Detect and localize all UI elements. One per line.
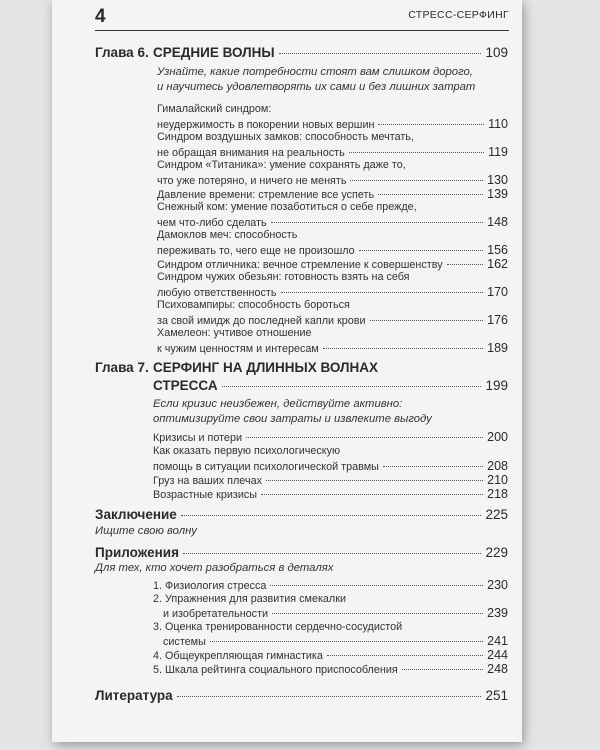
page-ref: 110: [488, 117, 508, 131]
page-ref: 148: [487, 215, 508, 229]
toc-entry[interactable]: Синдром отличника: вечное стремление к совершенству 162: [157, 257, 508, 271]
page-ref: 239: [487, 606, 508, 620]
chapter-7-heading[interactable]: [153, 378, 508, 393]
dot-leader: [261, 494, 483, 495]
dot-leader: [447, 264, 484, 265]
toc-entry-line: Психовампиры: способность бороться: [157, 299, 350, 311]
toc-entry[interactable]: чем что-либо сделать 148: [157, 215, 508, 229]
section-title: Приложения: [95, 545, 179, 560]
page-ref: 170: [487, 285, 508, 299]
chapter-title: СРЕДНИЕ ВОЛНЫ: [153, 45, 275, 60]
page-ref: 139: [487, 187, 508, 201]
dot-leader: [359, 250, 483, 251]
dot-leader: [270, 585, 483, 586]
page-ref: 230: [487, 578, 508, 592]
toc-entry[interactable]: Возрастные кризисы 218: [153, 487, 508, 501]
dot-leader: [177, 696, 482, 697]
toc-entry[interactable]: системы 241: [163, 634, 508, 648]
page-ref: 189: [487, 341, 508, 355]
dot-leader: [222, 386, 482, 387]
chapter-6-note-line-1: Узнайте, какие потребности стоят вам слишком дорого,: [157, 66, 473, 78]
toc-entry[interactable]: и изобретательности 239: [163, 606, 508, 620]
dot-leader: [327, 655, 483, 656]
page-ref: 176: [487, 313, 508, 327]
page-ref: 244: [487, 648, 508, 662]
page-ref: 200: [487, 430, 508, 444]
toc-entry-line: Как оказать первую психологическую: [153, 445, 341, 457]
chapter-7-note-line-1: Если кризис неизбежен, действуйте активно:: [153, 398, 403, 410]
toc-entry-line: Синдром воздушных замков: способность мечтать,: [157, 131, 414, 143]
page-header: [95, 6, 509, 31]
toc-entry[interactable]: за свой имидж до последней капли крови 176: [157, 313, 508, 327]
page-ref: 162: [487, 257, 508, 271]
dot-leader: [370, 320, 484, 321]
chapter-label: Глава 7.: [95, 360, 149, 375]
appendix-note: Для тех, кто хочет разобраться в деталях: [95, 562, 334, 574]
toc-entry[interactable]: 1. Физиология стресса 230: [153, 578, 508, 592]
chapter-title: СТРЕССА: [153, 378, 218, 393]
page-ref: 229: [485, 545, 508, 560]
toc-entry-line: Гималайский синдром:: [157, 103, 272, 115]
chapter-title: СЕРФИНГ НА ДЛИННЫХ ВОЛНАХ: [153, 360, 379, 375]
page-number: 4: [95, 6, 106, 27]
conclusion-heading[interactable]: [95, 507, 508, 522]
page-ref: 156: [487, 243, 508, 257]
page-ref: 225: [485, 507, 508, 522]
toc-entry[interactable]: переживать то, чего еще не произошло 156: [157, 243, 508, 257]
dot-leader: [350, 180, 483, 181]
dot-leader: [266, 480, 483, 481]
toc-entry-line: 3. Оценка тренированности сердечно-сосудистой: [153, 621, 403, 633]
dot-leader: [383, 466, 483, 467]
chapter-7-heading-line-1: [95, 360, 378, 375]
dot-leader: [281, 292, 484, 293]
running-title: СТРЕСС-СЕРФИНГ: [408, 9, 509, 21]
dot-leader: [181, 515, 482, 516]
page-ref: 241: [487, 634, 508, 648]
toc-entry[interactable]: неудержимость в покорении новых вершин 110: [157, 117, 508, 131]
toc-entry[interactable]: помощь в ситуации психологической травмы 208: [153, 459, 508, 473]
toc-entry-line: 2. Упражнения для развития смекалки: [153, 593, 346, 605]
page-ref: 109: [485, 45, 508, 60]
dot-leader: [246, 437, 483, 438]
toc-entry[interactable]: Груз на ваших плечах 210: [153, 473, 508, 487]
section-title: Литература: [95, 688, 173, 703]
toc-entry[interactable]: 5. Шкала рейтинга социального приспособления 248: [153, 662, 508, 676]
toc-entry-line: Синдром «Титаника»: умение сохранять даже то,: [157, 159, 406, 171]
dot-leader: [402, 669, 483, 670]
chapter-label: Глава 6.: [95, 45, 149, 60]
book-page: [52, 0, 522, 742]
toc-entry[interactable]: не обращая внимания на реальность 119: [157, 145, 508, 159]
page-ref: 210: [487, 473, 508, 487]
toc-entry-line: Дамоклов меч: способность: [157, 229, 298, 241]
dot-leader: [271, 222, 484, 223]
chapter-7-note-line-2: оптимизируйте свои затраты и извлеките выгоду: [153, 413, 432, 425]
dot-leader: [183, 553, 482, 554]
page-ref: 248: [487, 662, 508, 676]
dot-leader: [349, 152, 484, 153]
toc-entry-line: Синдром чужих обезьян: готовность взять на себя: [157, 271, 410, 283]
chapter-6-heading[interactable]: [95, 45, 508, 60]
toc-entry[interactable]: к чужим ценностям и интересам 189: [157, 341, 508, 355]
toc-entry[interactable]: что уже потеряно, и ничего не менять 130: [157, 173, 508, 187]
chapter-6-note-line-2: и научитесь удовлетворять их сами и без лишних затрат: [157, 81, 476, 93]
page-ref: 218: [487, 487, 508, 501]
dot-leader: [378, 124, 484, 125]
dot-leader: [272, 613, 483, 614]
literature-heading[interactable]: [95, 688, 508, 703]
page-ref: 208: [487, 459, 508, 473]
dot-leader: [378, 194, 483, 195]
page-ref: 199: [485, 378, 508, 393]
toc-entry[interactable]: Кризисы и потери 200: [153, 430, 508, 444]
conclusion-note: Ищите свою волну: [95, 525, 197, 537]
toc-entry[interactable]: любую ответственность 170: [157, 285, 508, 299]
section-title: Заключение: [95, 507, 177, 522]
appendix-heading[interactable]: [95, 545, 508, 560]
page-ref: 130: [487, 173, 508, 187]
dot-leader: [323, 348, 483, 349]
toc-entry-line: Хамелеон: учтивое отношение: [157, 327, 312, 339]
toc-entry-line: Снежный ком: умение позаботиться о себе прежде,: [157, 201, 417, 213]
dot-leader: [210, 641, 483, 642]
toc-entry[interactable]: Давление времени: стремление все успеть 139: [157, 187, 508, 201]
page-ref: 251: [485, 688, 508, 703]
toc-entry[interactable]: 4. Общеукрепляющая гимнастика 244: [153, 648, 508, 662]
page-ref: 119: [488, 145, 508, 159]
dot-leader: [279, 53, 482, 54]
